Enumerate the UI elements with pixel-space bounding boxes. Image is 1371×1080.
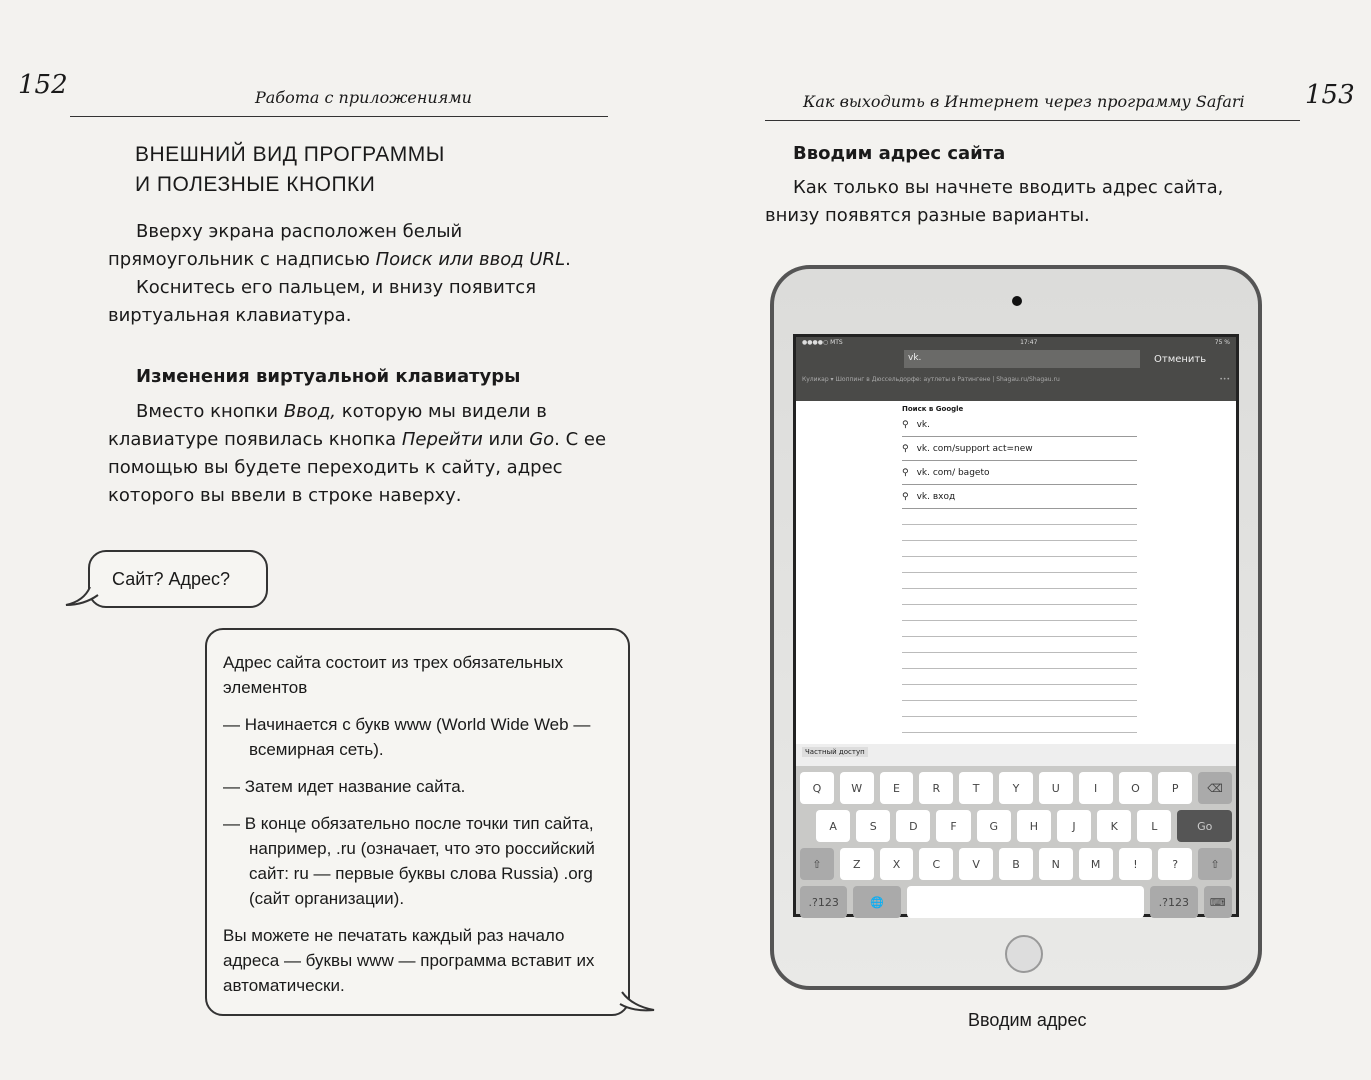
bubble-tail-icon xyxy=(64,585,100,609)
bubble-tail-icon xyxy=(618,990,658,1016)
search-icon: ⚲ xyxy=(902,491,909,502)
header-rule xyxy=(765,120,1300,121)
body-text-2: Вместо кнопки Ввод, которую мы видели в клавиатуре появилась кнопка Перейти или Go. С ее помощью вы будете переходить к сайту, адрес которого вы ввели в строке наверху. xyxy=(108,401,607,506)
key[interactable]: W xyxy=(840,772,874,804)
key[interactable]: N xyxy=(1039,848,1073,880)
key[interactable]: A xyxy=(816,810,850,842)
key[interactable]: Y xyxy=(999,772,1033,804)
shift-key[interactable]: ⇧ xyxy=(1198,848,1232,880)
keyboard-row xyxy=(800,886,1232,918)
figure-caption: Вводим адрес xyxy=(968,1010,1087,1030)
key[interactable]: G xyxy=(977,810,1011,842)
more-icon[interactable]: ••• xyxy=(1219,376,1230,383)
key[interactable]: T xyxy=(959,772,993,804)
status-battery: 75 % xyxy=(1214,339,1230,346)
status-time: 17:47 xyxy=(1020,339,1038,346)
keyboard xyxy=(796,766,1236,914)
status-carrier: ●●●●○ MTS xyxy=(802,339,843,346)
globe-icon[interactable]: 🌐 xyxy=(853,886,900,918)
subheading: Вводим адрес сайта xyxy=(793,143,1006,164)
key[interactable]: Z xyxy=(840,848,874,880)
running-head: Как выходить в Интернет через программу Safari xyxy=(803,92,1245,111)
key[interactable]: R xyxy=(919,772,953,804)
shift-key[interactable]: ⇧ xyxy=(800,848,834,880)
key[interactable]: X xyxy=(880,848,914,880)
key[interactable]: O xyxy=(1119,772,1153,804)
key[interactable]: E xyxy=(880,772,914,804)
suggestion[interactable]: ⚲ vk. com/support act=new xyxy=(902,437,1137,461)
keyboard-row xyxy=(800,810,1232,842)
key[interactable]: Q xyxy=(800,772,834,804)
keyboard-row xyxy=(800,772,1232,804)
numbers-key[interactable]: .?123 xyxy=(1150,886,1197,918)
page-number: 153 xyxy=(1305,80,1355,110)
section-title: ВНЕШНИЙ ВИД ПРОГРАММЫ И ПОЛЕЗНЫЕ КНОПКИ xyxy=(135,143,445,196)
key[interactable]: D xyxy=(896,810,930,842)
ipad-screen xyxy=(793,334,1239,917)
search-icon: ⚲ xyxy=(902,443,909,454)
key[interactable]: P xyxy=(1158,772,1192,804)
key[interactable]: V xyxy=(959,848,993,880)
go-key[interactable]: Go xyxy=(1177,810,1232,842)
key[interactable]: H xyxy=(1017,810,1051,842)
key[interactable]: C xyxy=(919,848,953,880)
info-box: Адрес сайта состоит из трех обязательных элементов — Начинается с букв www (World Wide Web — всемирная сеть). — Затем идет название сайта. — В конце обязательно после точки тип сайта, например, .ru (означает, что это российский сайт: ru — первые буквы слова Russia) .org (сайт организации). Вы можете не печатать каждый раз начало адреса — буквы www — программа вставит их автоматически. xyxy=(205,628,630,1016)
speech-bubble: Сайт? Адрес? xyxy=(88,550,268,608)
body-text: Вверху экрана расположен белый прямоугольник с надписью Поиск или ввод URL. Коснитесь его пальцем, и внизу появится виртуальная клавиатура. xyxy=(108,221,571,326)
key[interactable]: B xyxy=(999,848,1033,880)
keyboard-row xyxy=(800,848,1232,880)
suggestion[interactable]: ⚲ vk. com/ bageto xyxy=(902,461,1137,485)
search-icon: ⚲ xyxy=(902,419,909,430)
empty-lines xyxy=(796,509,1236,733)
key[interactable]: ! xyxy=(1119,848,1153,880)
body-text: Как только вы начнете вводить адрес сайта, внизу появятся разные варианты. xyxy=(765,177,1224,226)
key[interactable]: J xyxy=(1057,810,1091,842)
backspace-key[interactable]: ⌫ xyxy=(1198,772,1232,804)
camera-icon xyxy=(1012,296,1022,306)
private-access[interactable]: Частный доступ xyxy=(796,744,1236,766)
hide-keyboard-icon[interactable]: ⌨ xyxy=(1204,886,1232,918)
header-rule xyxy=(70,116,608,117)
suggestion[interactable]: ⚲ vk. вход xyxy=(902,485,1137,509)
page-number: 152 xyxy=(18,70,68,100)
key[interactable]: U xyxy=(1039,772,1073,804)
key[interactable]: I xyxy=(1079,772,1113,804)
cancel-button[interactable]: Отменить xyxy=(1154,353,1207,365)
bookmarks-bar[interactable]: Куликар ▾ Шоппинг в Дюссельдорфе: аутлеты в Ратингене | Shagau.ru/Shagau.ru xyxy=(802,376,1060,383)
key[interactable]: F xyxy=(936,810,970,842)
space-key[interactable] xyxy=(907,886,1144,918)
numbers-key[interactable]: .?123 xyxy=(800,886,847,918)
subheading: Изменения виртуальной клавиатуры xyxy=(136,366,521,387)
address-input[interactable]: vk. xyxy=(904,350,1140,368)
key[interactable]: L xyxy=(1137,810,1171,842)
home-button xyxy=(1005,935,1043,973)
running-head: Работа с приложениями xyxy=(255,88,472,107)
key[interactable]: M xyxy=(1079,848,1113,880)
suggest-header: Поиск в Google xyxy=(902,405,964,413)
key[interactable]: S xyxy=(856,810,890,842)
key[interactable]: K xyxy=(1097,810,1131,842)
search-icon: ⚲ xyxy=(902,467,909,478)
safari-toolbar xyxy=(796,337,1236,401)
suggestion[interactable]: ⚲ vk. xyxy=(902,413,1137,437)
key[interactable]: ? xyxy=(1158,848,1192,880)
